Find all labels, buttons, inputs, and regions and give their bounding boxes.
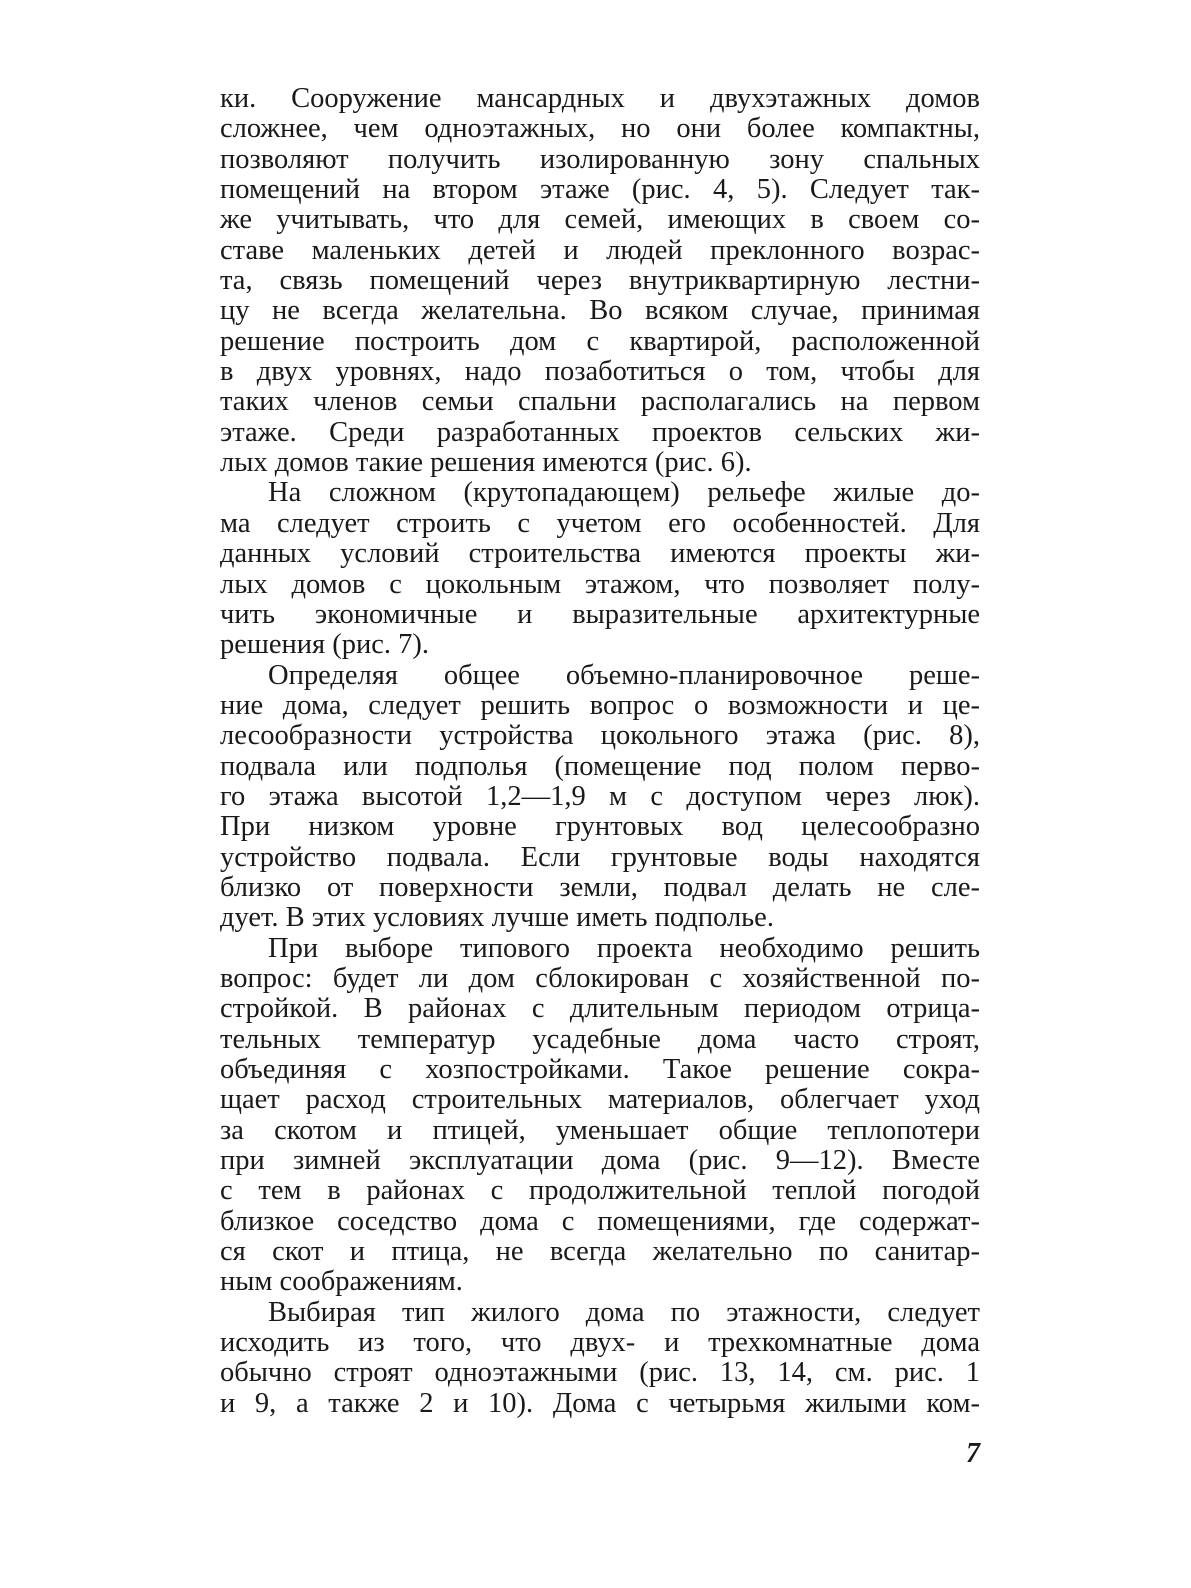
text-line: ки. Сооружение мансардных и двухэтажных домов (220, 83, 980, 114)
text-line: лых домов такие решения имеются (рис. 6). (220, 447, 752, 479)
text-line: помещений на втором этаже (рис. 4, 5). Следует так- (220, 174, 980, 206)
text-line: таких членов семьи спальни располагались на первом (220, 386, 980, 418)
text-line: щает расход строительных материалов, облегчает уход (220, 1084, 980, 1116)
text-line: тельных температур усадебные дома часто строят, (220, 1023, 980, 1055)
text-line: решения (рис. 7). (220, 629, 429, 661)
text-line: данных условий строительства имеются проекты жи- (220, 538, 980, 570)
text-line: ным соображениям. (220, 1266, 463, 1298)
text-line: чить экономичные и выразительные архитектурные (220, 598, 980, 630)
text-line: ся скот и птица, не всегда желательно по санитар- (220, 1236, 980, 1268)
text-line: стройкой. В районах с длительным периодом отрица- (220, 993, 980, 1025)
text-line: лесообразности устройства цокольного этажа (рис. 8), (220, 720, 980, 752)
text-line: та, связь помещений через внутриквартирную лестни- (220, 265, 980, 297)
text-line: за скотом и птицей, уменьшает общие теплопотери (220, 1114, 980, 1146)
text-line: близко от поверхности земли, подвал делать не сле- (220, 871, 980, 903)
text-line: дует. В этих условиях лучше иметь подполье. (220, 902, 774, 934)
text-line: На сложном (крутопадающем) рельефе жилые до- (268, 477, 980, 509)
text-line: ставе маленьких детей и людей преклонного возрас- (220, 234, 980, 266)
text-line: Определяя общее объемно-планировочное реше- (268, 659, 980, 691)
text-line: с тем в районах с продолжительной теплой погодой (220, 1175, 980, 1207)
text-line: при зимней эксплуатации дома (рис. 9—12). Вместе (220, 1145, 980, 1177)
text-line: же учитывать, что для семей, имеющих в своем со- (220, 204, 980, 236)
text-line: лых домов с цокольным этажом, что позволяет полу- (220, 568, 980, 600)
text-line: цу не всегда желательна. Во всяком случае, принимая (220, 295, 980, 327)
text-line: устройство подвала. Если грунтовые воды находятся (220, 841, 980, 873)
text-line: При низком уровне грунтовых вод целесообразно (220, 811, 980, 843)
text-line: Выбирая тип жилого дома по этажности, следует (268, 1296, 980, 1328)
text-line: го этажа высотой 1,2—1,9 м с доступом через люк). (220, 780, 980, 812)
text-line: ние дома, следует решить вопрос о возможности и це- (220, 689, 980, 721)
text-line: ма следует строить с учетом его особенностей. Для (220, 507, 980, 539)
text-line: позволяют получить изолированную зону спальных (220, 143, 980, 175)
text-line: и 9, а также 2 и 10). Дома с четырьмя жилыми ком- (220, 1387, 980, 1419)
page-number: 7 (966, 1438, 980, 1469)
text-line: подвала или подполья (помещение под полом перво- (220, 750, 980, 782)
text-line: вопрос: будет ли дом сблокирован с хозяйственной по- (220, 962, 980, 994)
text-line: этаже. Среди разработанных проектов сельских жи- (220, 416, 980, 448)
body-text (220, 84, 980, 1419)
text-line: обычно строят одноэтажными (рис. 13, 14, см. рис. 1 (220, 1357, 980, 1389)
text-line: близкое соседство дома с помещениями, где содержат- (220, 1205, 980, 1237)
text-line: решение построить дом с квартирой, расположенной (220, 325, 980, 357)
text-line: исходить из того, что двух- и трехкомнатные дома (220, 1327, 980, 1359)
text-line: сложнее, чем одноэтажных, но они более компактны, (220, 113, 980, 145)
text-line: При выборе типового проекта необходимо решить (268, 932, 980, 964)
text-line: в двух уровнях, надо позаботиться о том, чтобы для (220, 356, 980, 388)
text-line: объединяя с хозпостройками. Такое решение сокра- (220, 1054, 980, 1085)
